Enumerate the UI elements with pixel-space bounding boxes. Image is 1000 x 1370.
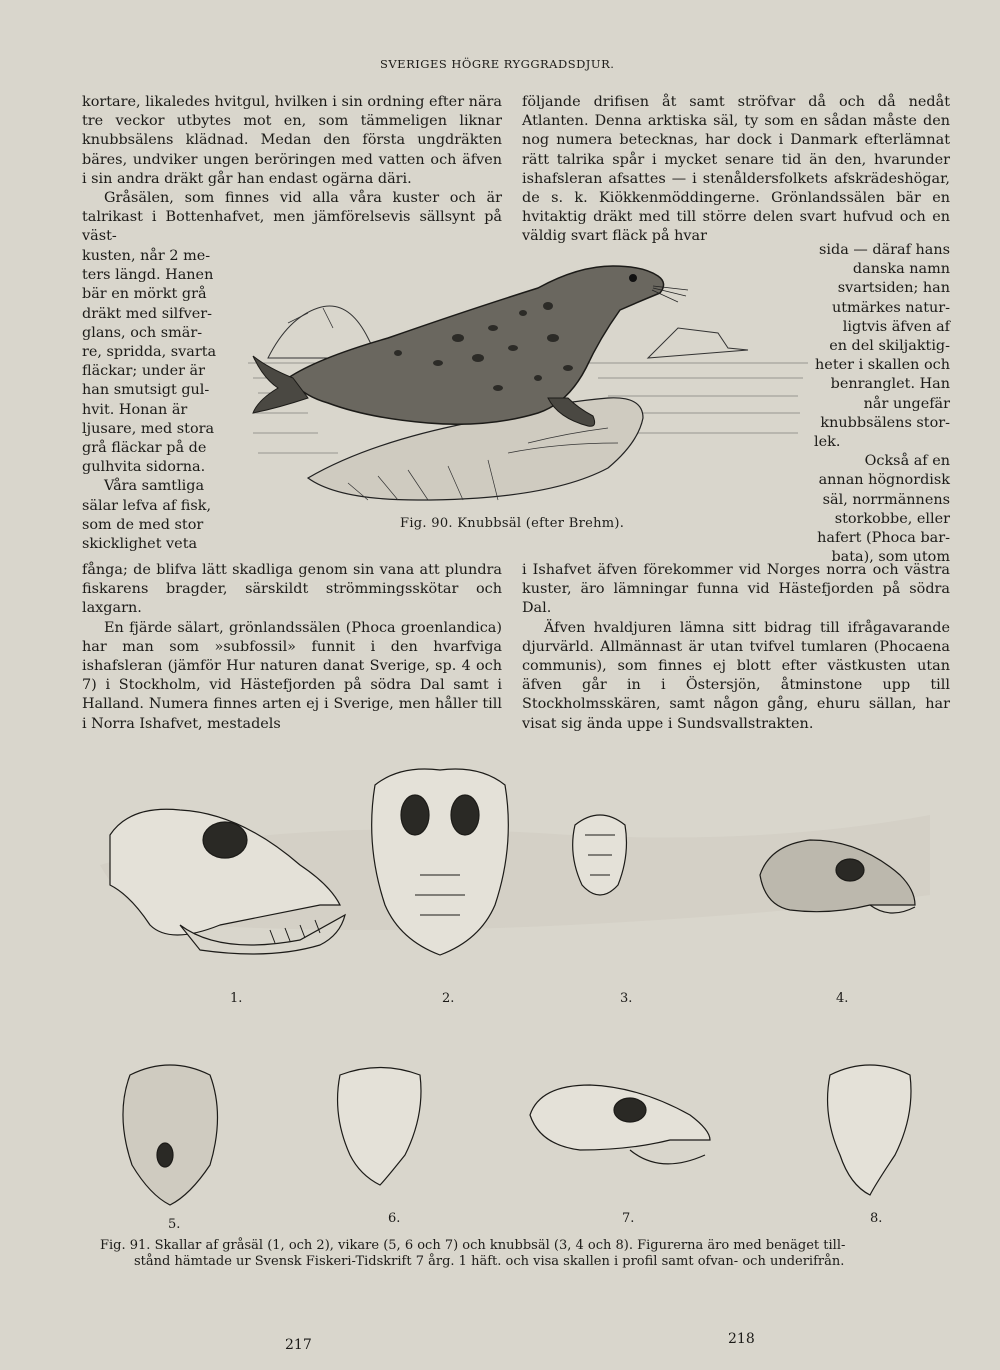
text-line: kusten, når 2 me- — [82, 248, 211, 264]
left-column-bottom — [82, 561, 502, 734]
text-line: når ungefär — [863, 395, 950, 412]
page-number-right: 218 — [728, 1331, 755, 1347]
running-head: SVERIGES HÖGRE RYGGRADSDJUR. — [380, 57, 615, 71]
paragraph: Gråsälen, som finnes vid alla våra kuster och är talrikast i Bottenhafvet, men jämförelsevis sällsynt på väst- — [82, 190, 502, 245]
skull-label: 1. — [230, 991, 243, 1006]
text-line: en del skiljaktig- — [829, 338, 950, 355]
left-column-top — [82, 93, 502, 247]
skull-label: 6. — [388, 1211, 401, 1226]
skull-8 — [828, 1065, 911, 1195]
text-line: heter i skallen och — [815, 357, 950, 374]
text-line: grå fläckar på de — [82, 440, 207, 457]
skull-1 — [110, 809, 345, 954]
paragraph: Äfven hvaldjuren lämna sitt bidrag till ifrågavarande djurvärld. Allmännast är utan tvifvel tumlaren (Phocaena communis), som finnes ej blott efter västkusten utan äfven går in i Östersjön, åtminstone upp till Stockholmsskären, samt någon gång, ehuru sällan, har visat sig ända uppe i Sundsvallstrakten. — [522, 619, 950, 732]
text-line: svartsiden; han — [837, 280, 950, 297]
text-line: ters längd. Hanen — [82, 267, 214, 284]
text-line: benranglet. Han — [830, 376, 950, 393]
text-line: sida — däraf hans — [819, 242, 950, 258]
paragraph: följande drifisen åt samt ströfvar då och då nedåt Atlanten. Denna arktiska säl, ty som en sådan måste den nog numera betecknas, har dock i Danmark efterlämnat rätt talrika spår i mycket senare tid än den, hvarunder ishafsleran afsattes — i stenåldersfolkets afskrädeshögar, de s. k. Kiökkenmöddingerne. Grönlandssälen bär en hvitaktig dräkt med till större delen svart hufvud och en väldig svart fläck på hvar — [522, 94, 950, 245]
text-line: storkobbe, eller — [834, 510, 950, 527]
text-line: sälar lefva af fisk, — [82, 497, 212, 514]
text-line: knubbsälens stor- — [820, 414, 950, 431]
text-line: fläckar; under är — [82, 363, 206, 380]
caption-line: stånd hämtade ur Svensk Fiskeri-Tidskrift 7 årg. 1 häft. och visa skallen i profil samt ofvan- och underifrån. — [134, 1254, 845, 1269]
right-column-bottom — [522, 561, 950, 734]
skull-5 — [123, 1065, 218, 1205]
text-line: ljusare, med stora — [82, 420, 215, 437]
text-line: säl, norrmännens — [822, 491, 950, 508]
skull-drawings — [70, 755, 950, 1235]
page-number-left: 217 — [285, 1337, 312, 1353]
text-line: bata), som utom — [831, 549, 950, 566]
skull-label: 3. — [620, 991, 633, 1006]
text-line: som de med stor — [82, 516, 204, 533]
paragraph: kortare, likaledes hvitgul, hvilken i sin ordning efter nära tre veckor utbytes mot en, som tämmeligen liknar knubbsälens klädnad. Medan den första ungdräkten bäres, undviker ungen beröringen med vatten och äfven i sin andra dräkt går han endast ogärna däri. — [82, 94, 502, 187]
text-line: bär en mörkt grå — [82, 286, 207, 303]
right-column-top — [522, 93, 950, 247]
text-line: glans, och smär- — [82, 324, 203, 341]
text-line: Också af en — [864, 453, 950, 470]
text-line: han smutsigt gul- — [82, 382, 210, 399]
skull-7 — [530, 1085, 710, 1164]
paragraph: fånga; de blifva lätt skadliga genom sin vana att plundra fiskarens bragder, särskildt strömmingsskötar och laxgarn. — [82, 562, 502, 617]
text-line: re, spridda, svarta — [82, 344, 217, 361]
right-wrap-text — [810, 241, 950, 567]
caption-line: Fig. 91. Skallar af gråsäl (1, och 2), vikare (5, 6 och 7) och knubbsäl (3, 4 och 8). Figurerna äro med benäget till- — [100, 1238, 846, 1253]
paragraph: i Ishafvet äfven förekommer vid Norges norra och västra kuster, äro lämningar funna vid Hästefjorden på södra Dal. — [522, 562, 950, 617]
skull-label: 8. — [870, 1211, 883, 1226]
text-line: annan högnordisk — [818, 472, 950, 489]
skull-label: 7. — [622, 1211, 635, 1226]
text-line: Våra samtliga — [104, 478, 205, 495]
text-line: gulhvita sidorna. — [82, 459, 206, 476]
text-line: dräkt med silfver- — [82, 305, 213, 322]
skull-label: 4. — [836, 991, 849, 1006]
paragraph: En fjärde sälart, grönlandssälen (Phoca groenlandica) har man som »subfossil» funnit i den hvarfviga ishafsleran (jämför Hur naturen danat Sverige, sp. 4 och 7) i Stockholm, vid Hästefjorden på södra Dal samt i Halland. Numera finnes arten ej i Sverige, men håller till i Norra Ishafvet, mestadels — [82, 619, 502, 732]
skull-3 — [573, 815, 627, 895]
text-line: danska namn — [852, 261, 950, 278]
skull-label: 2. — [442, 991, 455, 1006]
text-line: utmärkes natur- — [832, 299, 950, 316]
left-wrap-text — [82, 247, 242, 554]
skull-figure — [70, 755, 950, 1235]
figure-91-caption — [100, 1238, 950, 1270]
skull-label: 5. — [168, 1217, 181, 1232]
figure-90-caption: Fig. 90. Knubbsäl (efter Brehm). — [400, 516, 625, 531]
text-line: skicklighet veta — [82, 536, 198, 553]
text-line: hafert (Phoca bar- — [817, 530, 950, 547]
skull-6 — [338, 1068, 421, 1186]
text-line: ligtvis äfven af — [842, 318, 950, 335]
text-line: lek. — [814, 434, 841, 451]
text-line: hvit. Honan är — [82, 401, 188, 418]
seal-illustration — [248, 238, 808, 508]
